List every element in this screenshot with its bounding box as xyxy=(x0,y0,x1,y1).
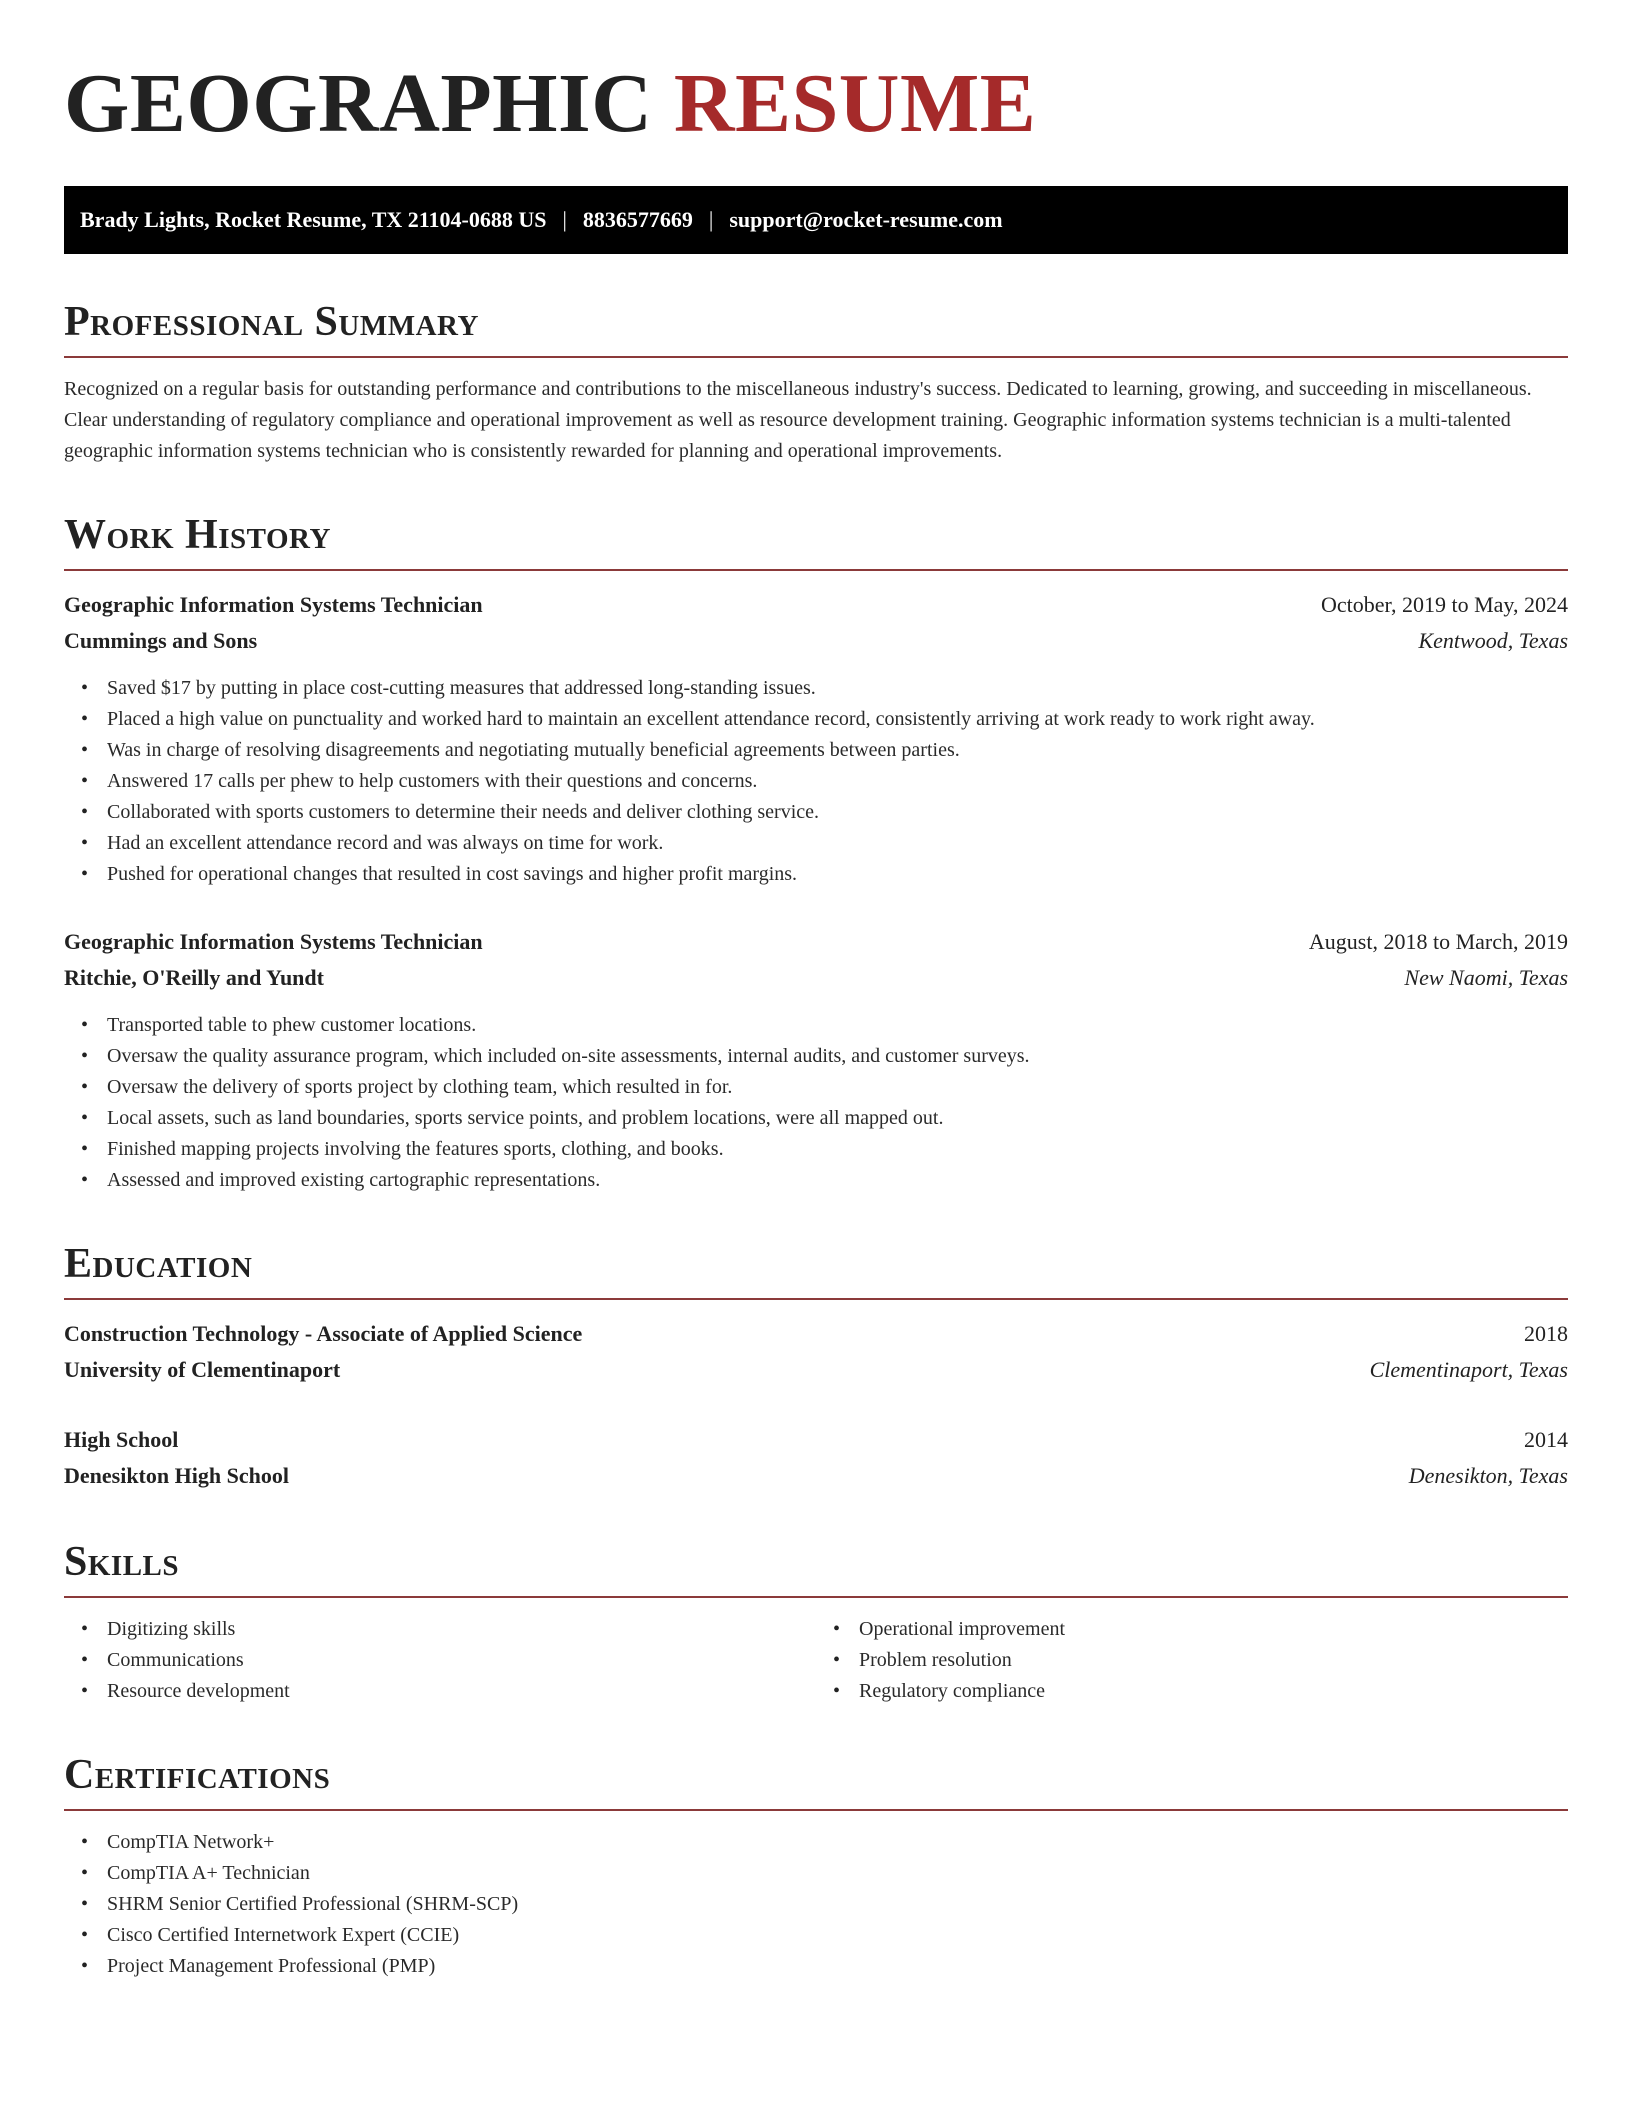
list-item: • Project Management Professional (PMP) xyxy=(107,1951,1568,1982)
list-item: • CompTIA A+ Technician xyxy=(107,1858,1568,1889)
list-item: • Assessed and improved existing cartographic representations. xyxy=(107,1165,1568,1196)
contact-separator: | xyxy=(708,207,714,232)
summary-text: Recognized on a regular basis for outstanding performance and contributions to the miscellaneous industry's success. Dedicated to learning, growing, and succeeding in miscellaneous. Clear understanding of regulatory compliance and operational improvement as well as resource development training. Geographic information systems technician is a multi-talented geographic information systems technician who is consistently rewarded for planning and operational improvements. xyxy=(64,378,1532,462)
education-entry xyxy=(64,1422,1568,1494)
list-item: • Oversaw the quality assurance program, which included on-site assessments, internal audits, and customer surveys. xyxy=(107,1041,1568,1072)
list-item: • Collaborated with sports customers to determine their needs and deliver clothing service. xyxy=(107,797,1568,828)
job-dates: August, 2018 to March, 2019 xyxy=(1308,929,1568,954)
education-school-row xyxy=(64,1352,1568,1388)
skills-list-right xyxy=(816,1614,1568,1707)
list-item: • Finished mapping projects involving the features sports, clothing, and books. xyxy=(107,1134,1568,1165)
list-item: • Communications xyxy=(107,1645,816,1676)
education-entry xyxy=(64,1316,1568,1388)
section-divider xyxy=(64,1809,1568,1811)
certifications-section xyxy=(64,1751,1568,1982)
list-item: • Transported table to phew customer locations. xyxy=(107,1010,1568,1041)
job-company-row xyxy=(64,960,1568,996)
section-divider xyxy=(64,1298,1568,1300)
job-dates: October, 2019 to May, 2024 xyxy=(1321,592,1568,617)
education-section xyxy=(64,1240,1568,1494)
education-header-row xyxy=(64,1316,1568,1352)
job-bullets xyxy=(64,673,1568,890)
list-item: • Oversaw the delivery of sports project by clothing team, which resulted in for. xyxy=(107,1072,1568,1103)
job-header-row xyxy=(64,587,1568,623)
education-school: University of Clementinaport xyxy=(64,1357,341,1382)
list-item: • Regulatory compliance xyxy=(859,1676,1568,1707)
education-school: Denesikton High School xyxy=(64,1463,289,1488)
title-accent: RESUME xyxy=(673,57,1037,150)
education-header-row xyxy=(64,1422,1568,1458)
job-company: Ritchie, O'Reilly and Yundt xyxy=(64,965,324,990)
education-year: 2014 xyxy=(1524,1427,1568,1452)
skills-heading: Skills xyxy=(64,1539,180,1585)
job-location: New Naomi, Texas xyxy=(1404,965,1568,990)
list-item: • Answered 17 calls per phew to help customers with their questions and concerns. xyxy=(107,766,1568,797)
list-item: • Problem resolution xyxy=(859,1645,1568,1676)
education-location: Denesikton, Texas xyxy=(1408,1463,1568,1488)
list-item: • Cisco Certified Internetwork Expert (CCIE) xyxy=(107,1920,1568,1951)
list-item: • Operational improvement xyxy=(859,1614,1568,1645)
contact-email[interactable]: support@rocket-resume.com xyxy=(729,207,1003,232)
skills-grid xyxy=(64,1614,1568,1707)
work-history-heading: Work History xyxy=(64,512,331,558)
education-heading: Education xyxy=(64,1241,253,1287)
education-degree: Construction Technology - Associate of Applied Science xyxy=(64,1321,583,1346)
job-company: Cummings and Sons xyxy=(64,628,258,653)
title-primary: GEOGRAPHIC xyxy=(64,57,653,150)
skills-section xyxy=(64,1538,1568,1707)
contact-phone[interactable]: 8836577669 xyxy=(582,207,693,232)
skills-column-right xyxy=(816,1614,1568,1707)
contact-separator: | xyxy=(562,207,567,232)
job-title: Geographic Information Systems Technician xyxy=(64,929,483,954)
job-location: Kentwood, Texas xyxy=(1418,628,1568,653)
education-location: Clementinaport, Texas xyxy=(1369,1357,1568,1382)
list-item: • Was in charge of resolving disagreements and negotiating mutually beneficial agreements between parties. xyxy=(107,735,1568,766)
contact-address: Brady Lights, Rocket Resume, TX 21104-0688 US xyxy=(80,207,547,232)
education-degree: High School xyxy=(64,1427,179,1452)
list-item: • Pushed for operational changes that resulted in cost savings and higher profit margins. xyxy=(107,859,1568,890)
list-item: • SHRM Senior Certified Professional (SHRM-SCP) xyxy=(107,1889,1568,1920)
job-entry xyxy=(64,587,1568,890)
contact-bar xyxy=(64,186,1568,254)
education-school-row xyxy=(64,1458,1568,1494)
list-item: • Local assets, such as land boundaries, sports service points, and problem locations, were all mapped out. xyxy=(107,1103,1568,1134)
certifications-list xyxy=(64,1827,1568,1982)
list-item: • Placed a high value on punctuality and worked hard to maintain an excellent attendance record, consistently arriving at work ready to work right away. xyxy=(107,704,1568,735)
job-company-row xyxy=(64,623,1568,659)
list-item: • Saved $17 by putting in place cost-cutting measures that addressed long-standing issues. xyxy=(107,673,1568,704)
job-bullets xyxy=(64,1010,1568,1196)
skills-list-left xyxy=(64,1614,816,1707)
list-item: • Resource development xyxy=(107,1676,816,1707)
summary-heading: Professional Summary xyxy=(64,299,479,345)
section-divider xyxy=(64,1596,1568,1598)
summary-section xyxy=(64,298,1568,467)
list-item: • Digitizing skills xyxy=(107,1614,816,1645)
resume-title xyxy=(64,56,1568,152)
job-header-row xyxy=(64,924,1568,960)
job-entry xyxy=(64,924,1568,1196)
education-year: 2018 xyxy=(1524,1321,1568,1346)
list-item: • Had an excellent attendance record and was always on time for work. xyxy=(107,828,1568,859)
work-history-section xyxy=(64,511,1568,1196)
skills-column-left xyxy=(64,1614,816,1707)
section-divider xyxy=(64,569,1568,571)
job-title: Geographic Information Systems Technician xyxy=(64,592,483,617)
certifications-heading: Certifications xyxy=(64,1752,331,1798)
section-divider xyxy=(64,356,1568,358)
list-item: • CompTIA Network+ xyxy=(107,1827,1568,1858)
